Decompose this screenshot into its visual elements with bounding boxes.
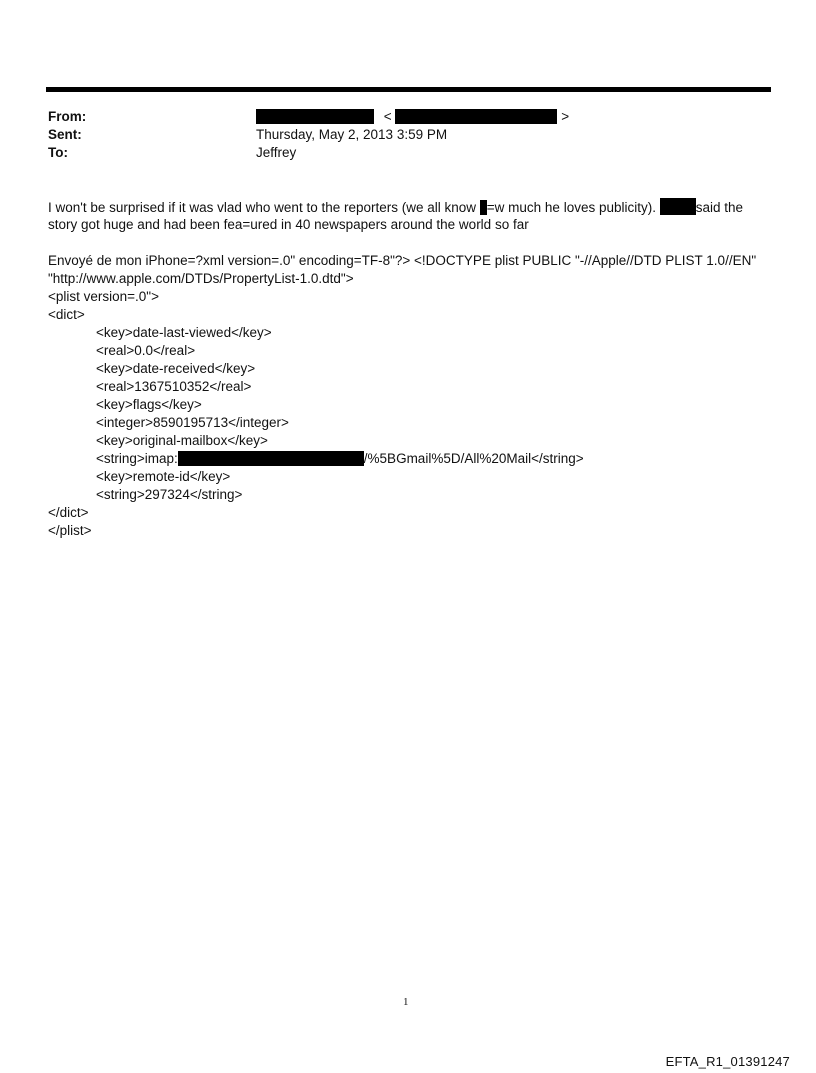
from-value	[256, 108, 569, 126]
page-number: 1	[403, 996, 409, 1008]
from-open-bracket: <	[383, 109, 392, 124]
dict-line-imap	[96, 450, 584, 468]
sent-label: Sent:	[48, 127, 82, 142]
dict-line: <integer>8590195713</integer>	[96, 415, 289, 430]
redaction-bar	[395, 109, 557, 124]
body-text: I won't be surprised if it was vlad who went to the reporters (we all know	[48, 200, 480, 215]
redaction-bar	[660, 198, 696, 215]
dict-line: <key>remote-id</key>	[96, 469, 231, 484]
dict-line: <real>0.0</real>	[96, 343, 196, 358]
redaction-bar	[256, 109, 374, 124]
from-label: From:	[48, 109, 87, 124]
dict-line: <key>original-mailbox</key>	[96, 433, 268, 448]
imap-prefix: <string>imap:	[96, 451, 178, 466]
redaction-bar	[480, 200, 487, 215]
body-line-2: story got huge and had been fea=ured in 40 newspapers around the world so far	[48, 217, 529, 232]
dict-line: <key>date-last-viewed</key>	[96, 325, 272, 340]
dict-line: <string>297324</string>	[96, 487, 243, 502]
plist-line: <dict>	[48, 307, 85, 322]
dict-line: <real>1367510352</real>	[96, 379, 252, 394]
plist-line: Envoyé de mon iPhone=?xml version=.0" encoding=TF-8"?> <!DOCTYPE plist PUBLIC "-//Apple//DTD PLIST 1.0//EN"	[48, 253, 757, 268]
plist-line: "http://www.apple.com/DTDs/PropertyList-1.0.dtd">	[48, 271, 354, 286]
to-label: To:	[48, 145, 68, 160]
dict-line: <key>flags</key>	[96, 397, 202, 412]
redaction-bar	[178, 451, 364, 466]
to-value: Jeffrey	[256, 145, 297, 160]
body-text: said the	[695, 200, 744, 215]
sent-value: Thursday, May 2, 2013 3:59 PM	[256, 127, 448, 142]
plist-line: <plist version=.0">	[48, 289, 159, 304]
header-rule	[46, 87, 771, 92]
from-close-bracket: >	[561, 109, 570, 124]
imap-suffix: /%5BGmail%5D/All%20Mail</string>	[363, 451, 584, 466]
plist-line: </dict>	[48, 505, 89, 520]
document-id: EFTA_R1_01391247	[665, 1054, 790, 1069]
plist-line: </plist>	[48, 523, 92, 538]
body-line-1	[48, 198, 743, 217]
dict-line: <key>date-received</key>	[96, 361, 256, 376]
body-text: =w much he loves publicity).	[486, 200, 656, 215]
